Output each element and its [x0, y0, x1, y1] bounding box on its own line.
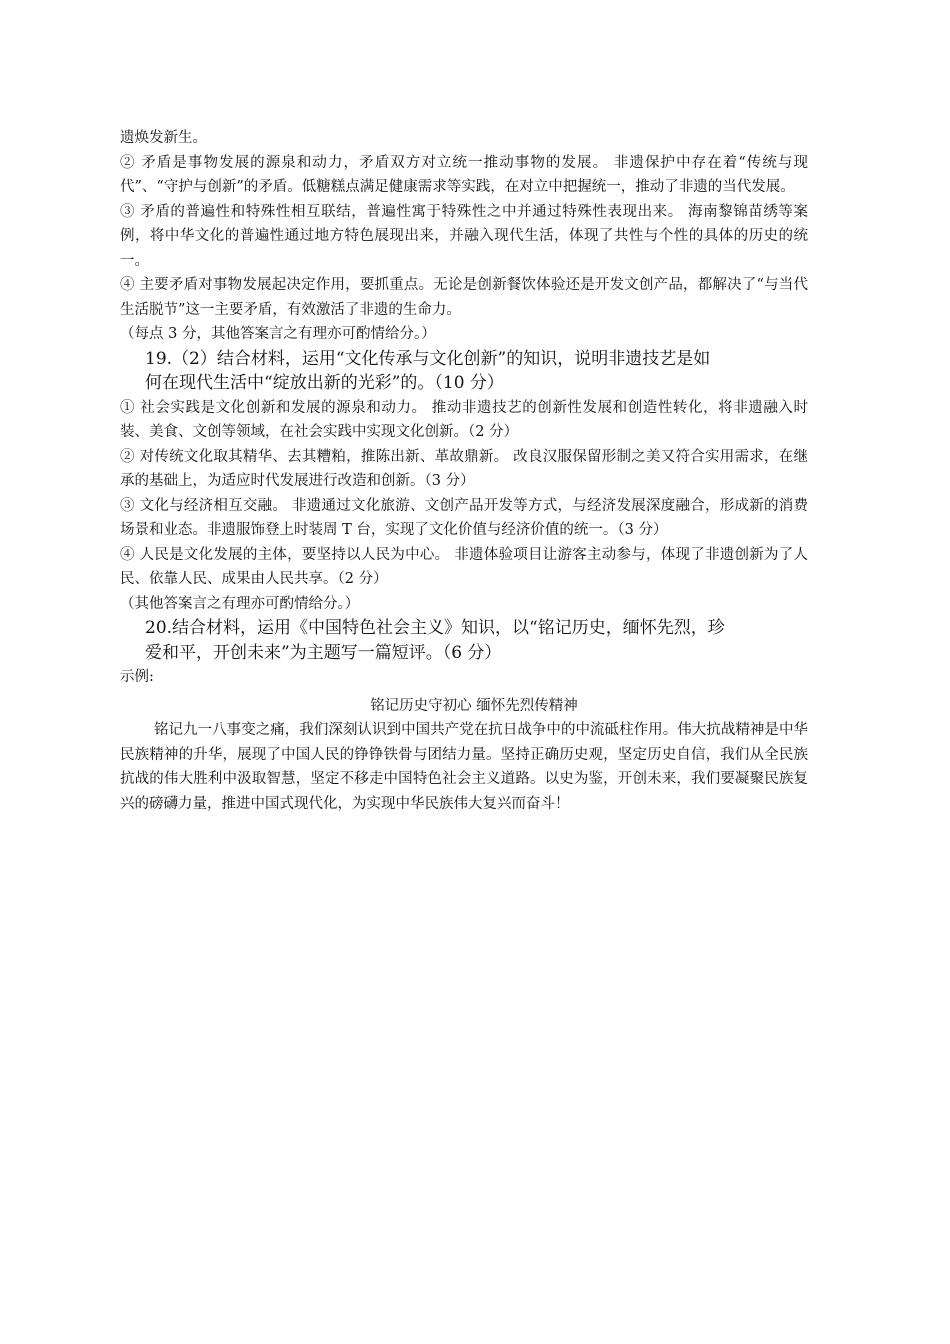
- essay-body: 铭记九一八事变之痛，我们深刻认识到中国共产党在抗日战争中的中流砥柱作用。伟大抗战精神是中华民族精神的升华，展现了中国人民的铮铮铁骨与团结力量。坚持正确历史观，坚定历史自信，我们从全民族抗战的伟大胜利中汲取智慧，坚定不移走中国特色社会主义道路。以史为鉴，开创未来，我们要凝聚民族复兴的磅礴力量，推进中国式现代化，为实现中华民族伟大复兴而奋斗！: [120, 722, 808, 812]
- q19-2-point-4: ④ 人民是文化发展的主体，要坚持以人民为中心。 非遗体验项目让游客主动参与，体现了非遗创新为了人民、依靠人民、成果由人民共享。（2 分）: [120, 546, 808, 587]
- q19-2-point-2: ② 对传统文化取其精华、去其糟粕，推陈出新、革故鼎新。 改良汉服保留形制之美又符合实用需求，在继承的基础上，为适应时代发展进行改造和创新。（3 分）: [120, 448, 808, 489]
- question-20-heading: [120, 616, 808, 665]
- document-page: [120, 126, 808, 816]
- q19-1-point-2: ② 矛盾是事物发展的源泉和动力，矛盾双方对立统一推动事物的发展。 非遗保护中存在着“传统与现代”、“守护与创新”的矛盾。低糖糕点满足健康需求等实践，在对立中把握统一，推动了非遗的当代发展。: [120, 154, 808, 195]
- question-19-2-heading: [120, 347, 808, 396]
- question-19-2-line1: 19.（2）结合材料，运用“文化传承与文化创新”的知识，说明非遗技艺是如: [145, 348, 711, 369]
- question-20-line2: 爱和平，开创未来”为主题写一篇短评。（6 分）: [145, 642, 502, 663]
- q19-2-point-3: ③ 文化与经济相互交融。 非遗通过文化旅游、文创产品开发等方式，与经济发展深度融合，形成新的消费场景和业态。非遗服饰登上时装周 T 台，实现了文化价值与经济价值的统一。（3 分）: [120, 497, 808, 538]
- q19-1-point-3: ③ 矛盾的普遍性和特殊性相互联结，普遍性寓于特殊性之中并通过特殊性表现出来。 海南黎锦苗绣等案例，将中华文化的普遍性通过地方特色展现出来，并融入现代生活，体现了共性与个性的具体的历史的统一。: [120, 203, 808, 269]
- q19-1-scoring-note: （每点 3 分，其他答案言之有理亦可酌情给分。）: [120, 326, 436, 342]
- question-20-line1: 20.结合材料，运用《中国特色社会主义》知识，以“铭记历史，缅怀先烈，珍: [145, 618, 725, 638]
- question-19-2-line2: 何在现代生活中“绽放出新的光彩”的。（10 分）: [145, 373, 504, 393]
- q19-2-scoring-note: （其他答案言之有理亦可酌情给分。）: [120, 595, 360, 612]
- intro-tail-text: 遗焕发新生。: [120, 130, 207, 146]
- q19-1-point-4: ④ 主要矛盾对事物发展起决定作用，要抓重点。无论是创新餐饮体验还是开发文创产品，都解决了“与当代生活脱节”这一主要矛盾，有效激活了非遗的生命力。: [120, 277, 808, 318]
- q19-2-point-1: ① 社会实践是文化创新和发展的源泉和动力。 推动非遗技艺的创新性发展和创造性转化，将非遗融入时装、美食、文创等领域，在社会实践中实现文化创新。（2 分）: [120, 399, 808, 440]
- essay-title: 铭记历史守初心 缅怀先烈传精神: [370, 697, 578, 714]
- example-label: 示例:: [120, 669, 154, 685]
